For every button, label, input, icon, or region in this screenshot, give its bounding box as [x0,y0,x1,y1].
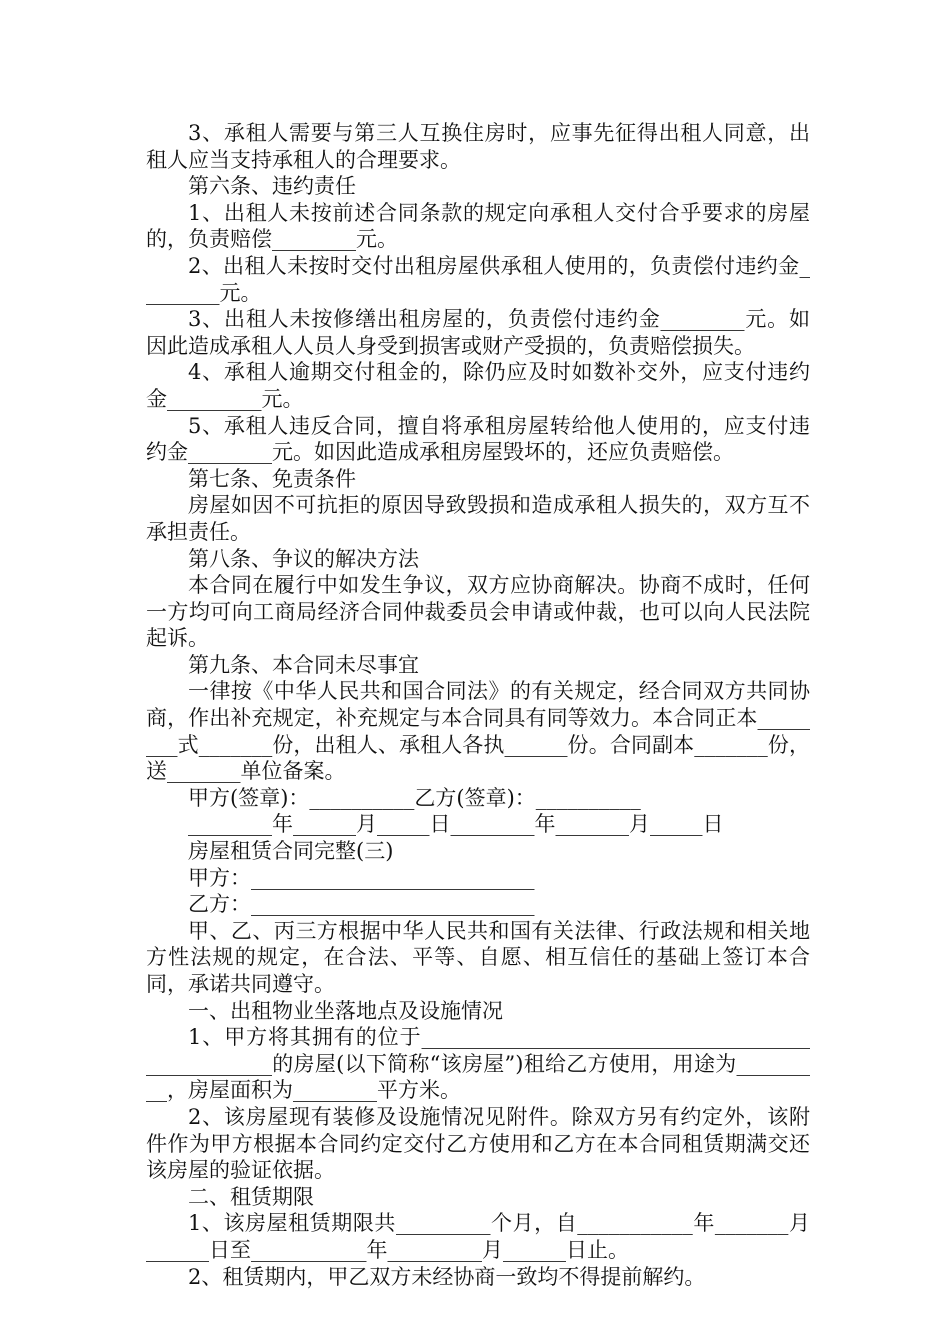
paragraph: 甲、乙、丙三方根据中华人民共和国有关法律、行政法规和相关地方性法规的规定，在合法、平等、自愿、相互信任的基础上签订本合同，承诺共同遵守。 [146,918,810,996]
paragraph: 1、出租人未按前述合同条款的规定向承租人交付合乎要求的房屋的，负责赔偿________元。 [146,200,810,252]
text-line: 房屋租赁合同完整(三) [188,839,394,864]
paragraph: 本合同在履行中如发生争议，双方应协商解决。协商不成时，任何一方均可向工商局经济合同仲裁委员会申请或仲裁，也可以向人民法院起诉。 [146,573,810,651]
text-line: 第六条、违约责任 [188,174,356,199]
paragraph: 2、该房屋现有装修及设施情况见附件。除双方另有约定外，该附件作为甲方根据本合同约定交付乙方使用和乙方在本合同租赁期满交还该房屋的验证依据。 [146,1104,810,1183]
paragraph: 3、出租人未按修缮出租房屋的，负责偿付违约金________元。如因此造成承租人人员人身受到损害或财产受损的，负责赔偿损失。 [146,307,810,358]
text-line: 甲方：___________________________ [188,865,535,890]
text-line: 二、租赁期限 [188,1184,314,1209]
text-line: 一、出租物业坐落地点及设施情况 [188,998,503,1023]
text-line: 第七条、免责条件 [188,466,356,491]
text-line: 乙方：___________________________ [188,892,535,917]
paragraph: 5、承租人违反合同，擅自将承租房屋转给他人使用的，应支付违约金________元。如因此造成承租房屋毁坏的，还应负责赔偿。 [146,413,810,465]
contract-body [146,120,810,1290]
text-line: 甲方(签章)：__________乙方(签章)：__________ [188,785,641,810]
paragraph: 3、承租人需要与第三人互换住房时，应事先征得出租人同意，出租人应当支持承租人的合理要求。 [146,121,810,172]
paragraph: 2、出租人未按时交付出租房屋供承租人使用的，负责偿付违约金________元。 [146,253,810,305]
paragraph: 一律按《中华人民共和国合同法》的有关规定，经合同双方共同协商，作出补充规定，补充规定与本合同具有同等效力。本合同正本________式_______份，出租人、承租人各执______份。合同副本_______份，送_______单位备案。 [146,679,810,784]
paragraph: 1、该房屋租赁期限共_________个月，自___________年_______月______日至___________年_________月______日止。 [146,1211,810,1262]
text-line: 第八条、争议的解决方法 [188,546,419,571]
paragraph: 房屋如因不可抗拒的原因导致毁损和造成承租人损失的，双方互不承担责任。 [146,493,810,544]
text-line: 第九条、本合同未尽事宜 [188,652,419,677]
text-line: ________年______月_____日________年_______月_____日 [188,812,724,837]
paragraph: 1、甲方将其拥有的位于_________________________________________________的房屋(以下简称“该房屋”)租给乙方使用，用途为_________，房屋面积为________平方米。 [146,1025,810,1103]
paragraph: 4、承租人逾期交付租金的，除仍应及时如数补交外，应支付违约金_________元。 [146,360,810,411]
text-line: 2、租赁期内，甲乙双方未经协商一致均不得提前解约。 [188,1264,706,1289]
